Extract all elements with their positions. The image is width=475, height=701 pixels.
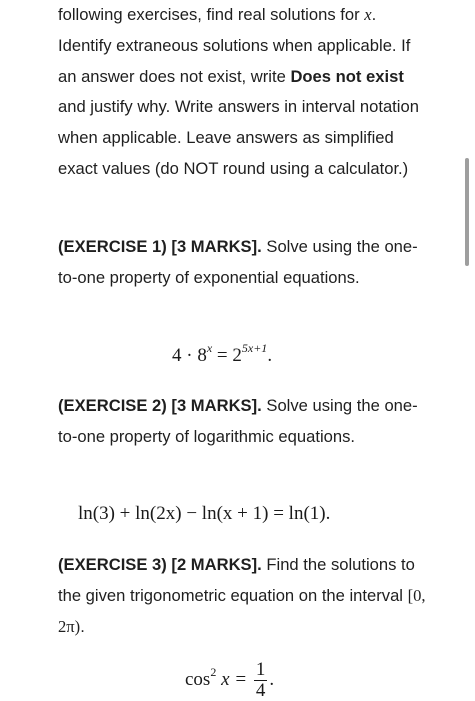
exercise1-equation <box>172 341 272 367</box>
exercise1-paragraph <box>58 232 423 294</box>
variable-x: x <box>364 5 372 24</box>
exercise2-text: Solve using the one-to-one property of logarithmic equations. <box>58 396 418 446</box>
eq1-base: 4 · 8 <box>172 345 207 366</box>
eq1-exponent-x: x <box>206 341 213 355</box>
eq1-end: . <box>267 345 273 366</box>
intro-text-a: Identify extraneous solutions when applicable. If an answer does not exist, write <box>58 35 411 86</box>
exercise3-heading: (EXERCISE 3) [2 MARKS]. <box>58 555 262 574</box>
does-not-exist-phrase: Does not exist <box>290 66 404 86</box>
exercise3-equation <box>185 660 274 701</box>
eq3-cos: cos <box>185 668 211 690</box>
eq2-text: ln(3) + ln(2x) − ln(x + 1) = ln(1). <box>78 503 331 524</box>
eq3-var: x = <box>216 668 252 690</box>
exercise3-paragraph <box>58 550 428 642</box>
period: . <box>371 5 377 24</box>
eq1-mid: = 2 <box>212 345 242 366</box>
exercise3-text: Find the solutions to the given trigonometric equation on the interval <box>58 555 415 605</box>
eq3-denominator: 4 <box>255 680 266 701</box>
exercise2-equation <box>78 503 330 525</box>
intro-text: following exercises, find real solutions for <box>58 5 365 24</box>
eq3-numerator: 1 <box>255 659 266 680</box>
exercise1-heading: (EXERCISE 1) [3 MARKS]. <box>58 237 262 256</box>
exercise2-heading: (EXERCISE 2) [3 MARKS]. <box>58 396 262 415</box>
eq3-fraction <box>254 660 268 701</box>
eq3-end: . <box>269 668 275 690</box>
exercise1-text: Solve using the one-to-one property of exponential equations. <box>58 237 418 287</box>
exercise2-paragraph <box>58 391 423 453</box>
eq1-exponent-5x1: 5x+1 <box>241 341 268 355</box>
exercise3-period: . <box>80 616 85 636</box>
eq3-square: 2 <box>210 664 217 679</box>
scrollbar-thumb[interactable] <box>465 158 469 266</box>
interval: [0, 2π) <box>58 585 426 636</box>
intro-paragraph <box>58 0 428 185</box>
intro-text-b: and justify why. Write answers in interval notation when applicable. Leave answers as simplified exact values (do NOT round using a calculator.) <box>58 97 419 178</box>
